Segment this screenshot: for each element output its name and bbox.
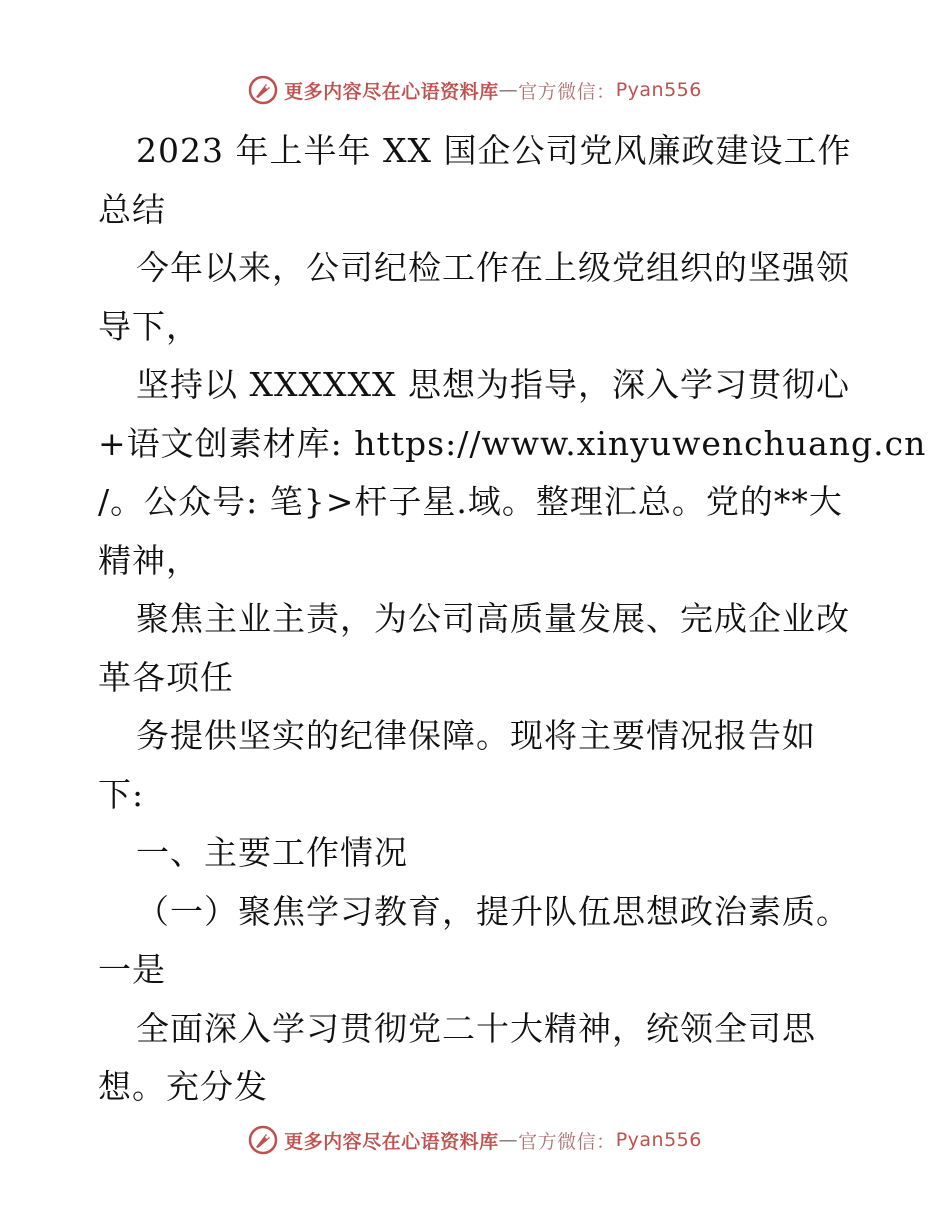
doc-line: 聚焦主业主责，为公司高质量发展、完成企业改: [136, 599, 850, 638]
banner-site-name: 更多内容尽在心语资料库: [284, 80, 499, 103]
doc-line: 总结: [98, 189, 166, 229]
document-body: [98, 122, 927, 1117]
doc-line: （一）聚焦学习教育，提升队伍思想政治素质。: [136, 891, 850, 931]
doc-line: 一是: [98, 950, 166, 989]
doc-line: 导下，: [98, 306, 200, 346]
doc-line: 下:: [98, 774, 145, 814]
banner-wechat-id: Pyan556: [615, 1129, 702, 1151]
doc-line: 精神，: [98, 540, 200, 580]
banner-wechat-label: 官方微信：: [518, 1130, 616, 1153]
pen-nib-logo-icon: [248, 75, 278, 105]
footer-banner: [0, 1120, 950, 1160]
banner-dash: —: [498, 1129, 519, 1151]
doc-line: 一、主要工作情况: [136, 833, 408, 872]
doc-line: 坚持以 XXXXXX 思想为指导，深入学习贯彻心: [136, 365, 850, 404]
doc-line: +语文创素材库: https://www.xinyuwenchuang.cn: [98, 423, 927, 463]
banner-site-name: 更多内容尽在心语资料库: [284, 1130, 499, 1153]
doc-line: 全面深入学习贯彻党二十大精神，统领全司思: [136, 1008, 816, 1048]
banner-wechat-label: 官方微信：: [518, 80, 616, 103]
banner-dash: —: [498, 79, 519, 101]
doc-line: 革各项任: [98, 657, 234, 697]
banner-wechat-id: Pyan556: [615, 79, 702, 101]
doc-line: 想。充分发: [98, 1067, 268, 1106]
doc-line: 2023 年上半年 XX 国企公司党风廉政建设工作: [136, 131, 852, 170]
pen-nib-logo-icon: [248, 1125, 278, 1155]
doc-line: 今年以来，公司纪检工作在上级党组织的坚强领: [136, 248, 850, 287]
doc-line: 务提供坚实的纪律保障。现将主要情况报告如: [136, 716, 816, 755]
doc-line: /。公众号: 笔}>杆子星.域。整理汇总。党的**大: [98, 482, 843, 521]
header-banner: [0, 70, 950, 110]
